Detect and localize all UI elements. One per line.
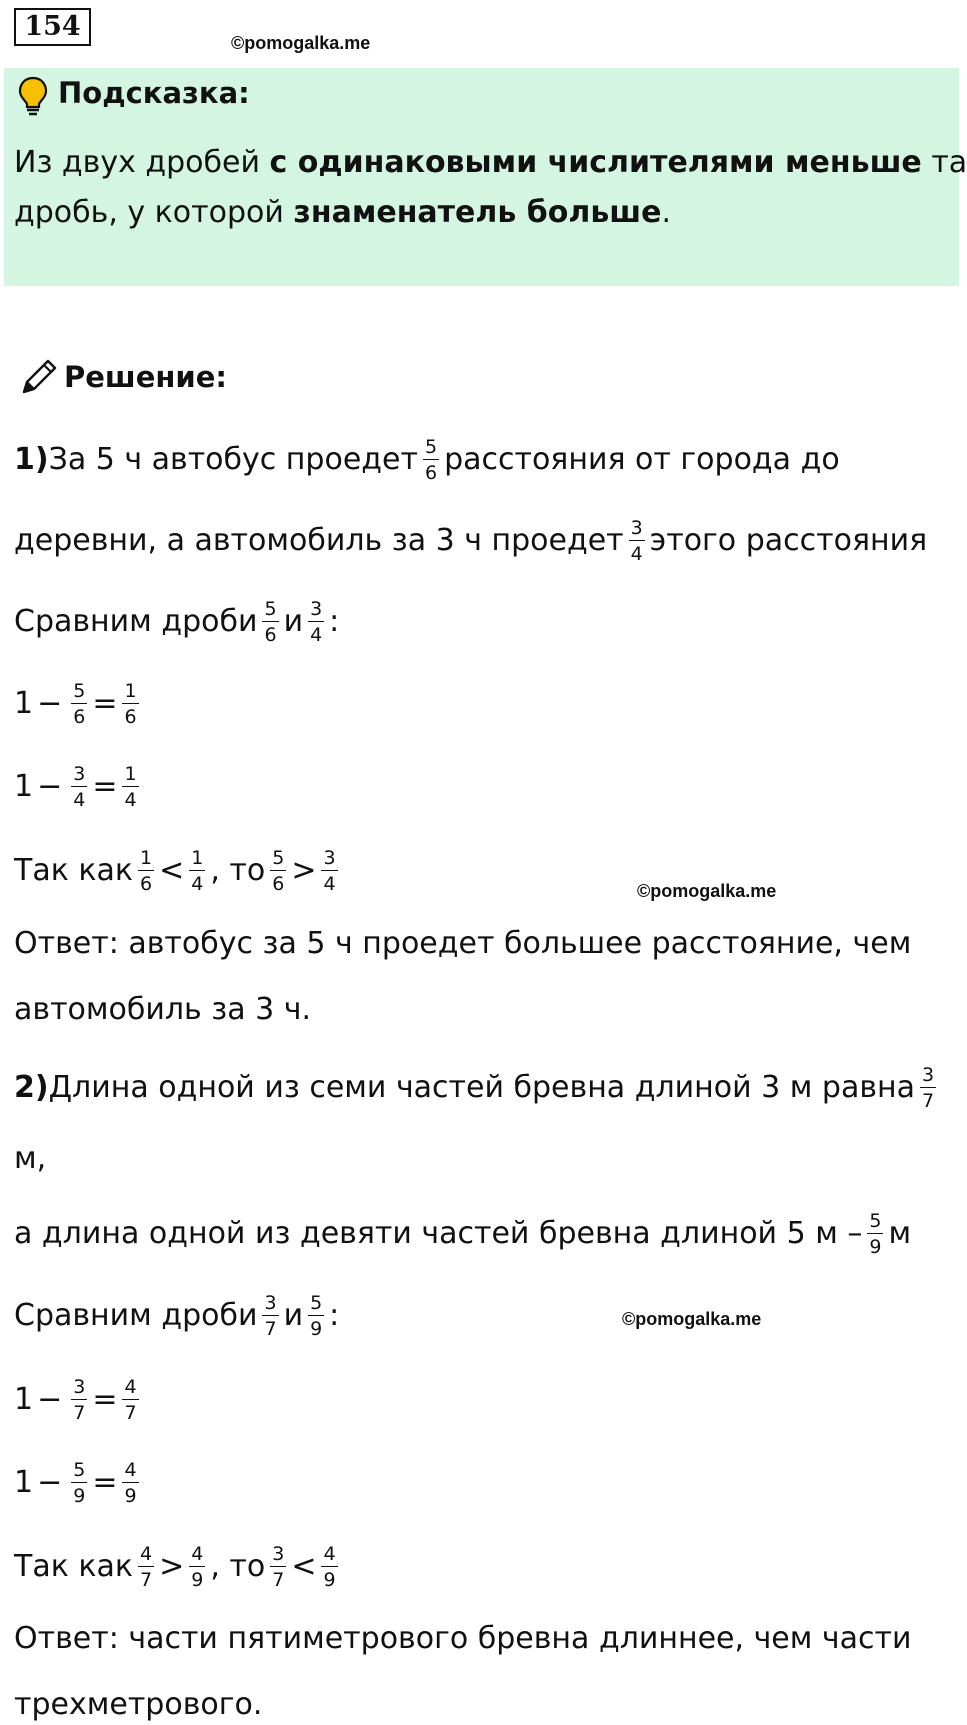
- p2-answer-1: Ответ: части пятиметрового бревна длиннее, чем части: [14, 1621, 912, 1656]
- fraction: $\frac{4}{9}$: [323, 1543, 336, 1591]
- p2-equation-2: 1 − $\frac{5}{9}$ = $\frac{4}{9}$: [14, 1459, 137, 1507]
- fraction: $\frac{3}{4}$: [310, 598, 323, 646]
- solution-title: Решение:: [64, 360, 228, 394]
- fraction: $\frac{5}{6}$: [272, 847, 285, 895]
- hint-line-2: дробь, у которой знаменатель больше.: [14, 195, 672, 230]
- p1-equation-2: 1 − $\frac{3}{4}$ = $\frac{1}{4}$: [14, 763, 137, 811]
- fraction: $\frac{3}{7}$: [272, 1543, 285, 1591]
- fraction: $\frac{1}{4}$: [124, 763, 137, 811]
- p2-conclusion: Так как $\frac{4}{7}$ > $\frac{4}{9}$ , то $\frac{3}{7}$ < $\frac{4}{9}$: [14, 1543, 336, 1591]
- p2-line-2: м,: [14, 1141, 47, 1176]
- pencil-icon: [18, 356, 60, 398]
- fraction: $\frac{1}{6}$: [140, 847, 153, 895]
- p1-conclusion: Так как $\frac{1}{6}$ < $\frac{1}{4}$ , то $\frac{5}{6}$ > $\frac{3}{4}$: [14, 847, 336, 895]
- lightbulb-icon: [18, 76, 48, 116]
- fraction: $\frac{4}{7}$: [140, 1543, 153, 1591]
- hint-line-1: Из двух дробей с одинаковыми числителями меньше та: [14, 145, 967, 180]
- p1-compare: Сравним дроби $\frac{5}{6}$ и $\frac{3}{4}$ :: [14, 598, 340, 646]
- watermark: ©pomogalka.me: [231, 33, 371, 53]
- fraction: $\frac{5}{9}$: [310, 1292, 323, 1340]
- hint-title: Подсказка:: [58, 76, 250, 110]
- fraction: $\frac{3}{7}$: [73, 1376, 86, 1424]
- fraction: $\frac{3}{4}$: [323, 847, 336, 895]
- p2-answer-2: трехметрового.: [14, 1687, 263, 1722]
- p1-line-2: деревни, а автомобиль за 3 ч проедет $\frac{3}{4}$ этого расстояния: [14, 517, 928, 565]
- p2-line-1: 2) Длина одной из семи частей бревна длиной 3 м равна $\frac{3}{7}$: [14, 1064, 935, 1112]
- watermark: ©pomogalka.me: [637, 881, 777, 901]
- fraction: $\frac{5}{6}$: [424, 436, 438, 484]
- fraction: $\frac{5}{9}$: [73, 1459, 86, 1507]
- fraction: $\frac{5}{6}$: [73, 680, 86, 728]
- fraction: $\frac{3}{4}$: [630, 517, 643, 565]
- p2-line-3: а длина одной из девяти частей бревна длиной 5 м – $\frac{5}{9}$ м: [14, 1210, 912, 1258]
- p1-answer-1: Ответ: автобус за 5 ч проедет большее расстояние, чем: [14, 926, 912, 961]
- p1-answer-2: автомобиль за 3 ч.: [14, 992, 312, 1027]
- fraction: $\frac{1}{4}$: [191, 847, 204, 895]
- task-number: 154: [14, 8, 91, 46]
- fraction: $\frac{1}{6}$: [124, 680, 137, 728]
- fraction: $\frac{3}{7}$: [922, 1064, 935, 1112]
- fraction: $\frac{5}{9}$: [869, 1210, 882, 1258]
- fraction: $\frac{4}{9}$: [124, 1459, 137, 1507]
- p2-equation-1: 1 − $\frac{3}{7}$ = $\frac{4}{7}$: [14, 1376, 137, 1424]
- fraction: $\frac{4}{7}$: [124, 1376, 137, 1424]
- watermark: ©pomogalka.me: [622, 1309, 762, 1329]
- fraction: $\frac{5}{6}$: [264, 598, 277, 646]
- fraction: $\frac{3}{4}$: [73, 763, 86, 811]
- p1-line-1: 1) За 5 ч автобус проедет $\frac{5}{6}$ расстояния от города до: [14, 436, 840, 484]
- fraction: $\frac{3}{7}$: [264, 1292, 277, 1340]
- fraction: $\frac{4}{9}$: [191, 1543, 204, 1591]
- p1-equation-1: 1 − $\frac{5}{6}$ = $\frac{1}{6}$: [14, 680, 137, 728]
- p2-compare: Сравним дроби $\frac{3}{7}$ и $\frac{5}{9}$ :: [14, 1292, 340, 1340]
